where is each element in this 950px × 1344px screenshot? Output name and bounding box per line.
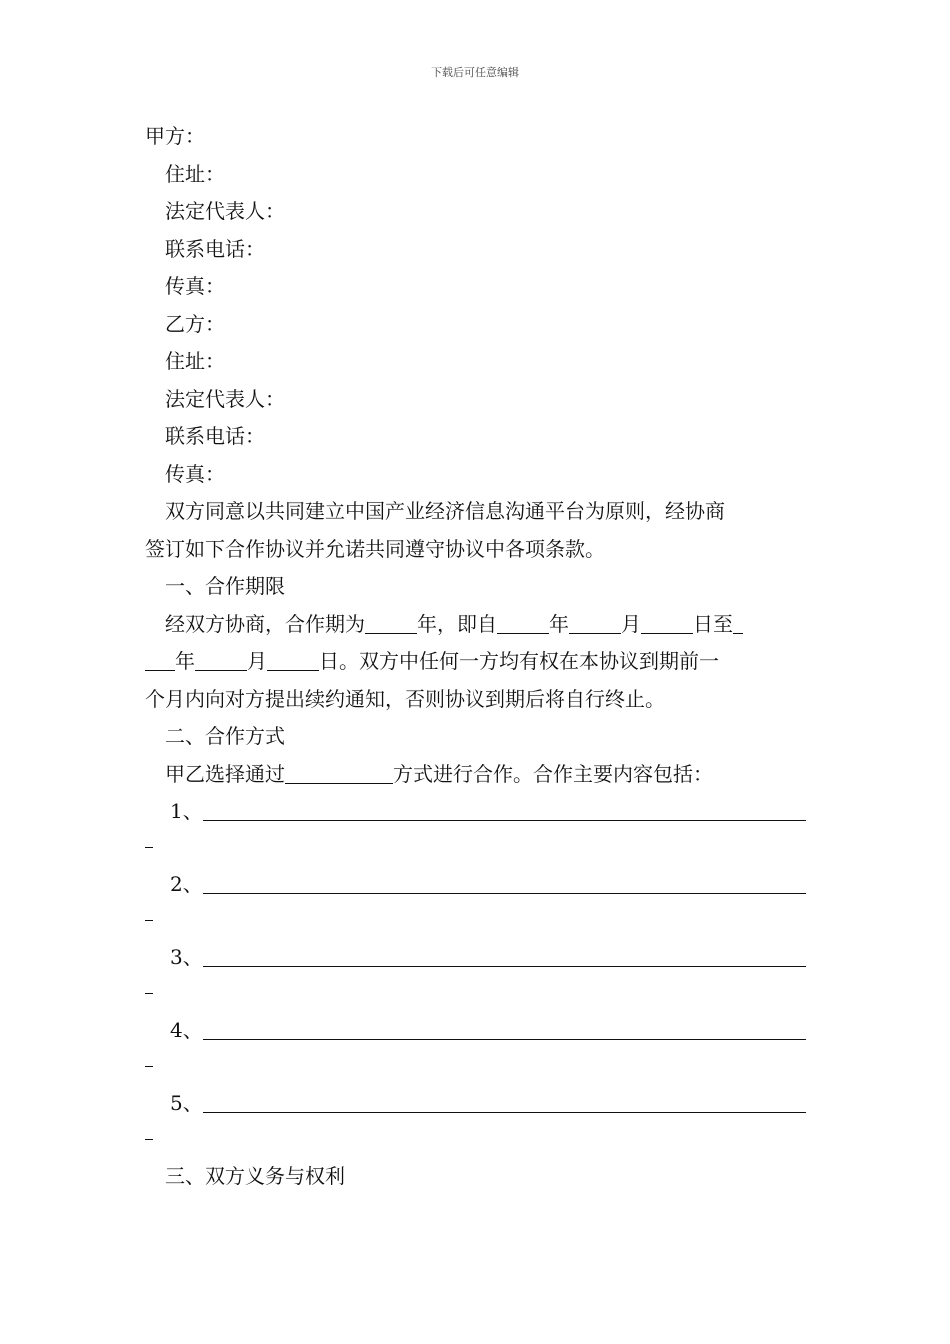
- party-b-fax: 传真：: [165, 461, 225, 486]
- blank-field[interactable]: [733, 609, 743, 634]
- party-b-legal-rep: 法定代表人：: [165, 386, 285, 411]
- blank-field[interactable]: [145, 983, 153, 994]
- content-item-5-tail: [145, 1123, 807, 1159]
- content-item-5: [145, 1085, 807, 1123]
- content-item-2-tail: [145, 904, 807, 940]
- blank-field[interactable]: [145, 1056, 153, 1067]
- content-item-4: [145, 1012, 807, 1050]
- section-3-heading: 三、双方义务与权利: [165, 1164, 345, 1188]
- blank-field[interactable]: [365, 609, 417, 634]
- blank-field[interactable]: [497, 609, 549, 634]
- section-2-heading: 二、合作方式: [165, 724, 285, 748]
- section-1-line-2: [145, 643, 807, 681]
- blank-field[interactable]: [145, 910, 153, 921]
- blank-field[interactable]: [145, 837, 153, 848]
- page-header-note: 下载后可任意编辑: [431, 66, 519, 79]
- party-a-legal-rep: 法定代表人：: [165, 199, 285, 223]
- content-item-1: [145, 793, 807, 831]
- blank-field[interactable]: [203, 942, 806, 967]
- section-1-line-3: 个月内向对方提出续约通知，否则协议到期后将自行终止。: [145, 686, 665, 711]
- party-a-title: 甲方：: [145, 124, 205, 148]
- item-number: 4、: [170, 1018, 203, 1042]
- text-span: 经双方协商，合作期为: [165, 611, 365, 636]
- blank-field[interactable]: [267, 646, 319, 671]
- item-number: 3、: [170, 945, 203, 969]
- section-1-heading: 一、合作期限: [165, 574, 285, 598]
- intro-line-2: 签订如下合作协议并允诺共同遵守协议中各项条款。: [145, 536, 605, 561]
- blank-field[interactable]: [145, 1129, 153, 1140]
- content-item-3-tail: [145, 977, 807, 1013]
- text-span: 年: [175, 649, 195, 673]
- text-span: 甲乙选择通过: [165, 761, 285, 786]
- content-item-4-tail: [145, 1050, 807, 1086]
- item-number: 1、: [170, 799, 203, 823]
- content-item-3: [145, 939, 807, 977]
- party-b-title: 乙方：: [165, 311, 225, 336]
- item-number: 5、: [170, 1091, 203, 1115]
- blank-field[interactable]: [569, 609, 621, 634]
- blank-field[interactable]: [195, 646, 247, 671]
- blank-field[interactable]: [203, 1088, 806, 1113]
- text-span: 年: [549, 611, 569, 636]
- text-span: 月: [621, 611, 641, 636]
- party-b-phone: 联系电话：: [165, 424, 265, 448]
- content-item-1-tail: [145, 831, 807, 867]
- text-span: 日至: [693, 611, 733, 636]
- section-1-line-1: [145, 606, 807, 644]
- text-span: 方式进行合作。合作主要内容包括：: [393, 761, 713, 786]
- blank-field[interactable]: [203, 796, 806, 821]
- content-item-2: [145, 866, 807, 904]
- blank-field[interactable]: [285, 759, 393, 784]
- party-a-phone: 联系电话：: [165, 236, 265, 261]
- blank-field[interactable]: [203, 869, 806, 894]
- blank-field[interactable]: [641, 609, 693, 634]
- party-b-address: 住址：: [165, 349, 225, 373]
- party-a-address: 住址：: [165, 161, 225, 186]
- party-a-fax: 传真：: [165, 274, 225, 298]
- item-number: 2、: [170, 872, 203, 896]
- blank-field[interactable]: [145, 646, 175, 671]
- section-2-line-1: [145, 756, 807, 794]
- text-span: 日。双方中任何一方均有权在本协议到期前一: [319, 649, 719, 673]
- contract-body: [145, 118, 807, 1196]
- text-span: 月: [247, 649, 267, 673]
- blank-field[interactable]: [203, 1015, 806, 1040]
- text-span: 年，即自: [417, 611, 497, 636]
- intro-line-1: 双方同意以共同建立中国产业经济信息沟通平台为原则，经协商: [165, 499, 725, 523]
